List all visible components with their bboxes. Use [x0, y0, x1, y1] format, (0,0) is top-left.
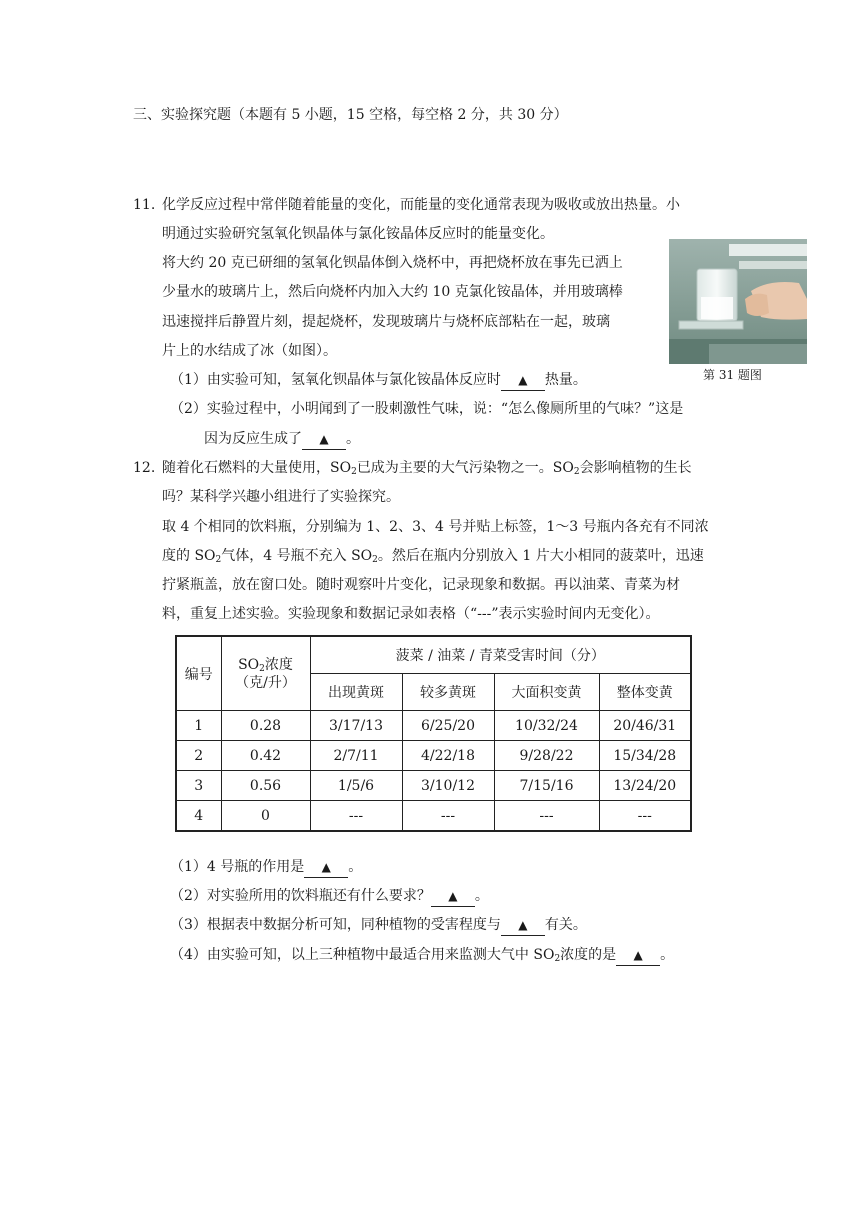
header-text: 浓度	[264, 656, 293, 673]
q11-sub2-line1: （2）实验过程中，小明闻到了一股刺激性气味，说：“怎么像厕所里的气味？”这是	[170, 401, 684, 417]
triangle-marker: ▲	[518, 373, 528, 387]
q12-sub2	[170, 886, 489, 907]
table-row	[176, 771, 691, 801]
table-cell: 6/25/20	[402, 711, 494, 741]
q12-sub-text: （2）对实验所用的饮料瓶还有什么要求？	[170, 888, 431, 904]
subscript: 2	[259, 663, 265, 674]
table-cell: 0	[221, 801, 310, 832]
q12-line: 料，重复上述实验。实验现象和数据记录如表格（“---”表示实验时间内无变化）。	[162, 606, 660, 622]
answer-blank[interactable]	[616, 945, 660, 966]
q12-sub-text: （4）由实验可知，以上三种植物中最适合用来监测大气中 SO	[170, 947, 555, 963]
header-stage: 出现黄斑	[310, 674, 402, 711]
answer-blank[interactable]	[431, 886, 475, 907]
table-cell: 7/15/16	[494, 771, 599, 801]
table-cell: 9/28/22	[494, 741, 599, 771]
table-cell: 10/32/24	[494, 711, 599, 741]
q12-sub-text: 。	[474, 888, 489, 904]
q12-sub-text: 浓度的是	[560, 947, 617, 963]
table-cell: ---	[310, 801, 402, 832]
table-row	[176, 741, 691, 771]
header-stage: 较多黄斑	[402, 674, 494, 711]
q12-text: 随着化石燃料的大量使用，SO	[162, 460, 352, 476]
triangle-marker: ▲	[321, 860, 331, 874]
header-stage: 大面积变黄	[494, 674, 599, 711]
section-header: 三、实验探究题（本题有 5 小题，15 空格，每空格 2 分，共 30 分）	[133, 107, 568, 123]
header-group: 菠菜 / 油菜 / 青菜受害时间（分）	[310, 636, 691, 674]
q12-sub-text: 有关。	[544, 917, 587, 933]
triangle-marker: ▲	[633, 948, 643, 962]
subscript: 2	[215, 555, 222, 565]
q11-line: 迅速搅拌后静置片刻，提起烧杯，发现玻璃片与烧杯底部粘在一起，玻璃	[162, 314, 610, 330]
answer-blank[interactable]	[302, 429, 346, 450]
q11-line: 片上的水结成了冰（如图）。	[162, 343, 337, 359]
table-cell: 3	[176, 771, 221, 801]
table-cell: 1/5/6	[310, 771, 402, 801]
q12-text: 会影响植物的生长	[579, 460, 692, 476]
q12-text: 。然后在瓶内分别放入 1 片大小相同的菠菜叶，迅速	[377, 548, 704, 564]
triangle-marker: ▲	[319, 432, 329, 446]
q12-sub-text: 。	[660, 947, 675, 963]
subscript: 2	[554, 954, 561, 964]
q12-sub4	[170, 945, 674, 966]
q11-sub2-line2	[204, 429, 360, 450]
subscript: 2	[573, 467, 580, 477]
q11-line: 化学反应过程中常伴随着能量的变化，而能量的变化通常表现为吸收或放出热量。小	[162, 197, 680, 213]
q12-line	[162, 458, 692, 478]
answer-blank[interactable]	[304, 857, 348, 878]
header-text: SO	[238, 656, 260, 673]
table-cell: 4/22/18	[402, 741, 494, 771]
table-cell: ---	[402, 801, 494, 832]
table-row	[176, 711, 691, 741]
q12-line	[162, 546, 704, 566]
header-unit: （克/升）	[235, 674, 296, 691]
q11-sub1-text: 热量。	[544, 372, 587, 388]
table-cell: ---	[494, 801, 599, 832]
figure-caption: 第 31 题图	[703, 368, 762, 382]
q12-sub3	[170, 915, 587, 936]
triangle-marker: ▲	[448, 889, 458, 903]
q12-line: 拧紧瓶盖，放在窗口处。随时观察叶片变化，记录现象和数据。再以油菜、青菜为材	[162, 577, 680, 593]
q12-line: 取 4 个相同的饮料瓶，分别编为 1、2、3、4 号并贴上标签，1～3 号瓶内各充有不同浓	[162, 519, 709, 535]
q12-text: 已成为主要的大气污染物之一。SO	[356, 460, 574, 476]
q12-sub-text: （1）4 号瓶的作用是	[170, 859, 305, 875]
answer-blank[interactable]	[501, 370, 545, 391]
table-cell: 0.28	[221, 711, 310, 741]
q12-number: 12.	[133, 460, 156, 476]
q11-sub2-text: 因为反应生成了	[204, 431, 302, 447]
table-cell: 4	[176, 801, 221, 832]
table-cell: 13/24/20	[599, 771, 691, 801]
q11-line: 明通过实验研究氢氧化钡晶体与氯化铵晶体反应时的能量变化。	[162, 226, 554, 242]
q12-line: 吗？某科学兴趣小组进行了实验探究。	[162, 489, 400, 505]
table-cell: 3/10/12	[402, 771, 494, 801]
experiment-table	[175, 635, 692, 832]
header-id: 编号	[176, 636, 221, 711]
q12-text: 度的 SO	[162, 548, 216, 564]
q11-line: 少量水的玻璃片上，然后向烧杯内加入大约 10 克氯化铵晶体，并用玻璃棒	[162, 284, 623, 300]
table-cell: 3/17/13	[310, 711, 402, 741]
q11-sub1-text: （1）由实验可知，氢氧化钡晶体与氯化铵晶体反应时	[170, 372, 501, 388]
q11-line: 将大约 20 克已研细的氢氧化钡晶体倒入烧杯中，再把烧杯放在事先已洒上	[162, 255, 623, 271]
q11-sub1	[170, 370, 587, 391]
q11-number: 11.	[133, 197, 156, 213]
table-cell: 0.42	[221, 741, 310, 771]
header-concentration	[221, 636, 310, 711]
table-row	[176, 801, 691, 832]
triangle-marker: ▲	[518, 918, 528, 932]
q12-text: 气体，4 号瓶不充入 SO	[221, 548, 373, 564]
table-cell: 2/7/11	[310, 741, 402, 771]
header-stage: 整体变黄	[599, 674, 691, 711]
table-cell: ---	[599, 801, 691, 832]
subscript: 2	[351, 467, 357, 477]
table-cell: 20/46/31	[599, 711, 691, 741]
answer-blank[interactable]	[501, 915, 545, 936]
q12-sub-text: 。	[348, 859, 363, 875]
table-cell: 2	[176, 741, 221, 771]
q12-sub1	[170, 857, 362, 878]
table-cell: 1	[176, 711, 221, 741]
table-cell: 15/34/28	[599, 741, 691, 771]
subscript: 2	[372, 555, 378, 565]
table-cell: 0.56	[221, 771, 310, 801]
q11-sub2-text: 。	[346, 431, 360, 447]
beaker-photo	[669, 239, 807, 364]
q12-sub-text: （3）根据表中数据分析可知，同种植物的受害程度与	[170, 917, 501, 933]
